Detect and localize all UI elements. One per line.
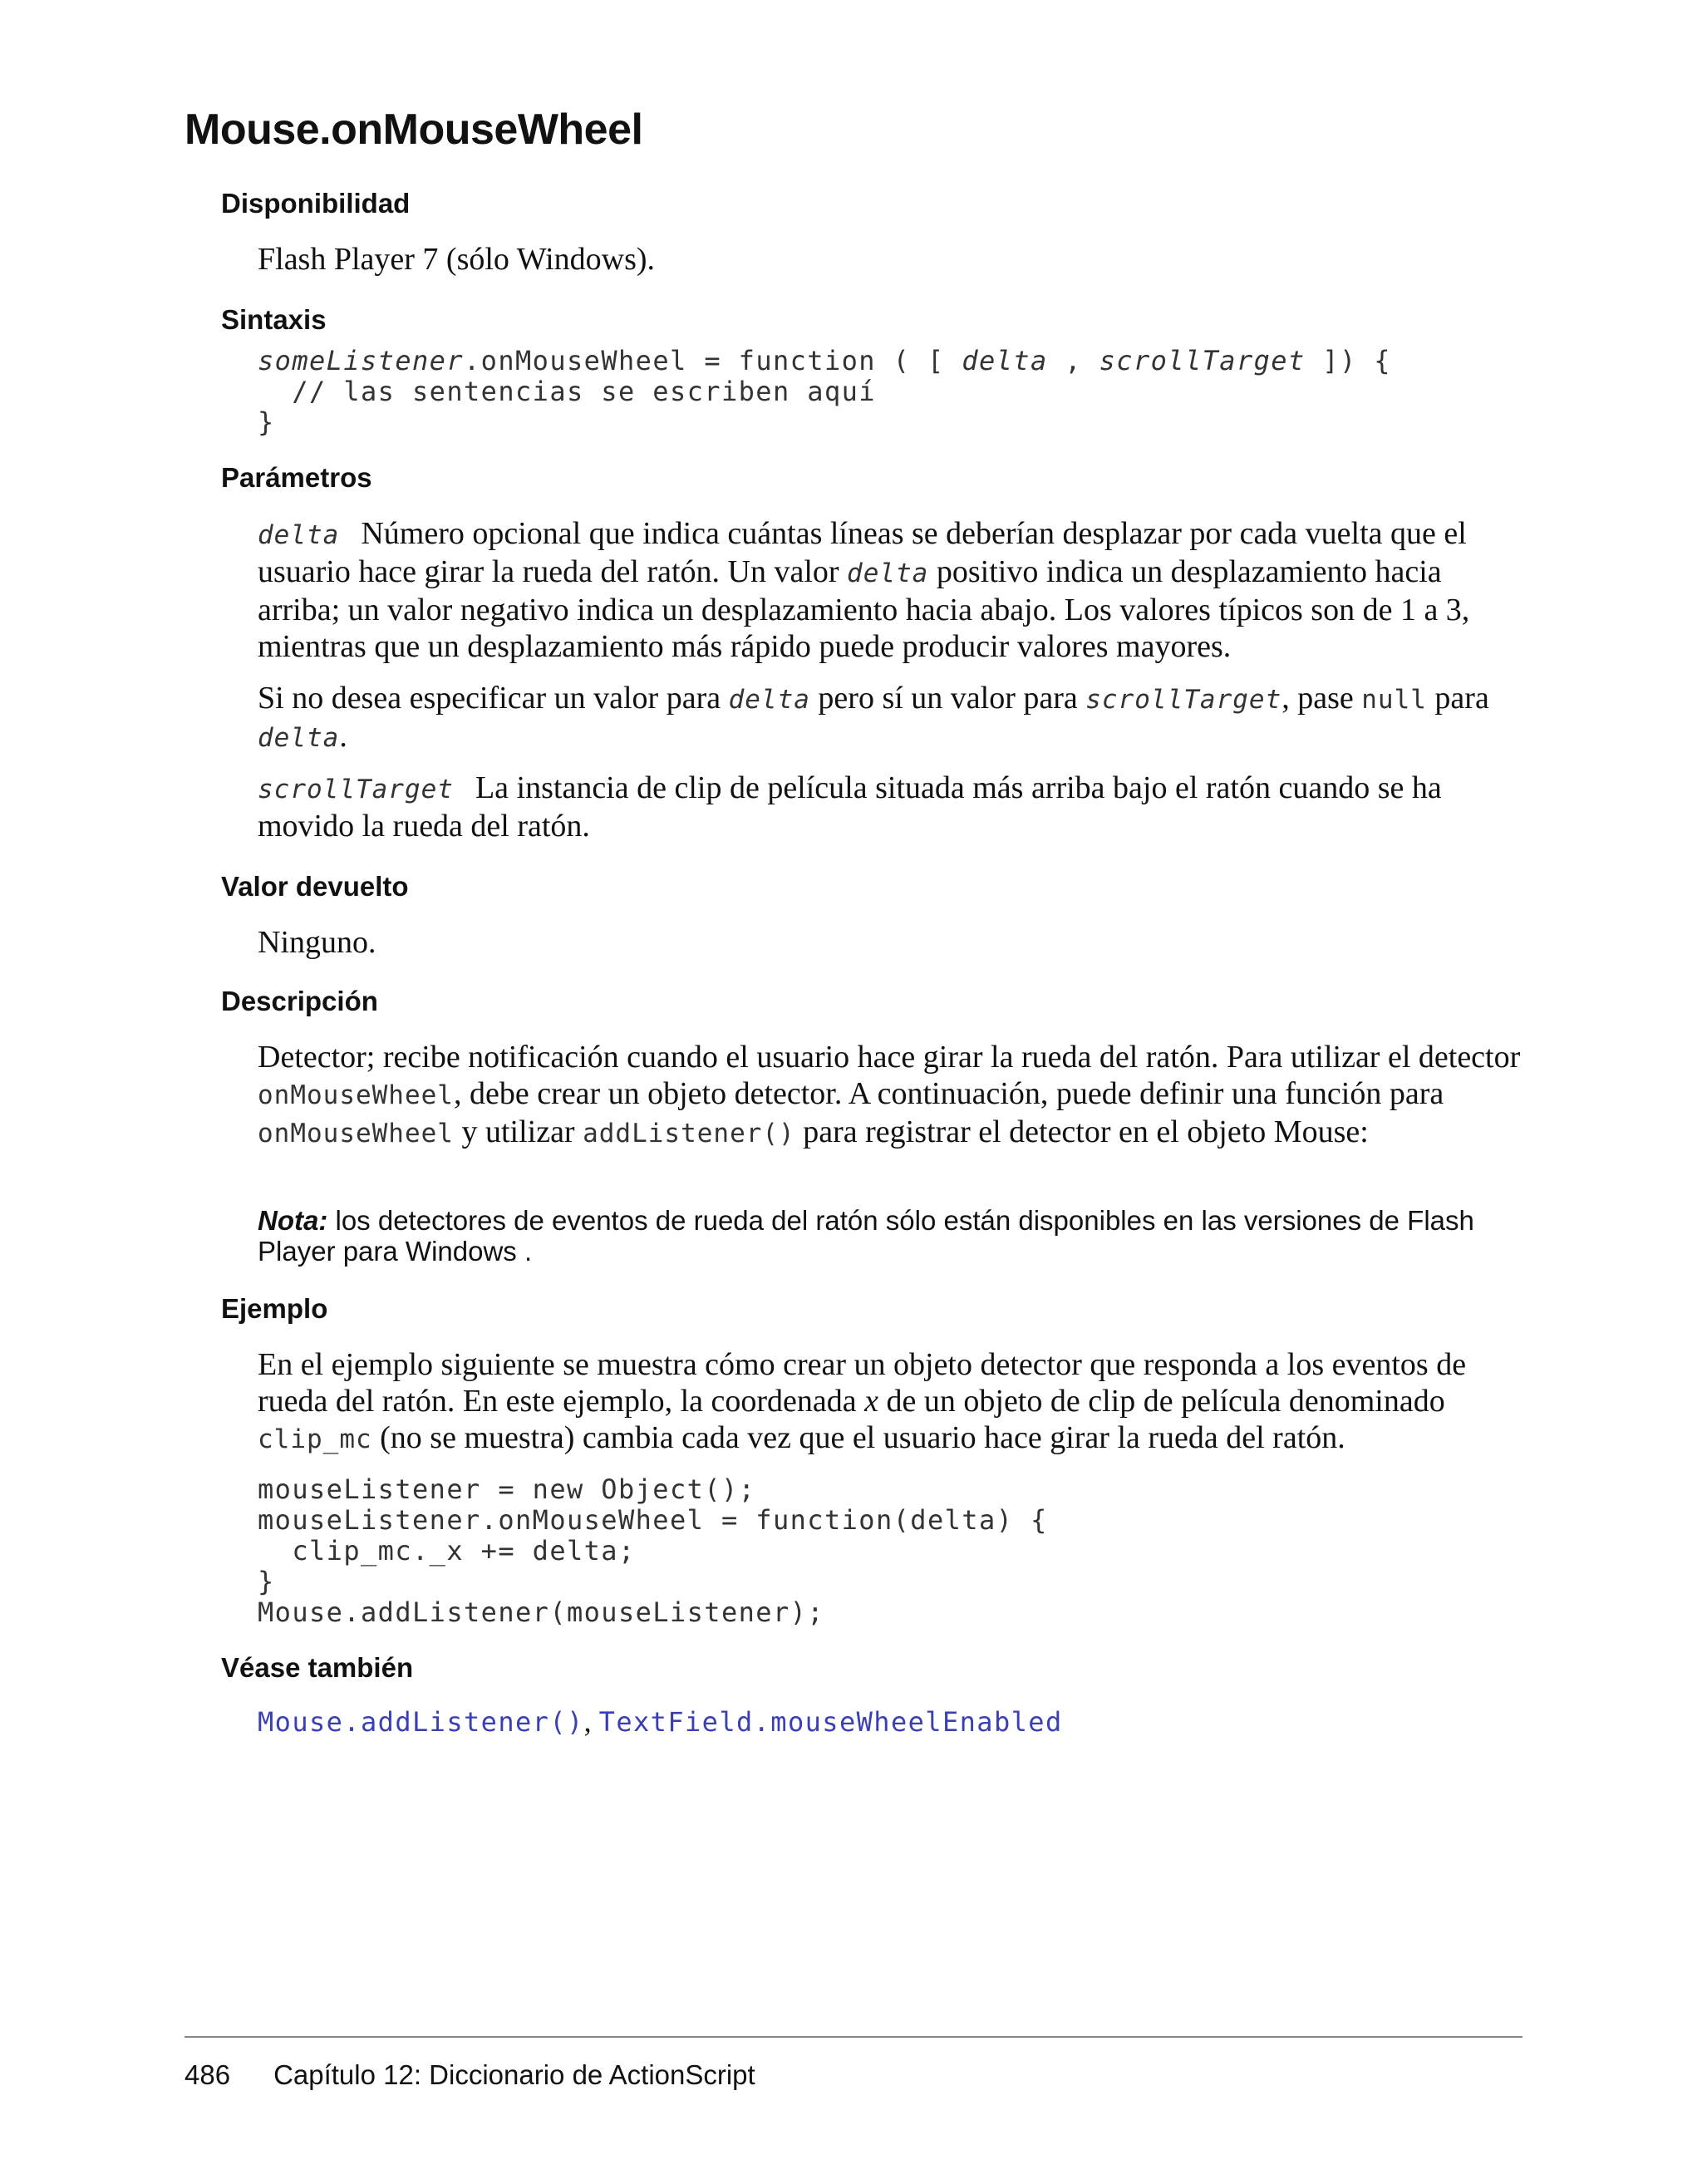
syntax-line1-c: ]) { xyxy=(1305,345,1391,376)
description-code-onmousewheel: onMouseWheel xyxy=(258,1080,454,1110)
param-delta-text-2: positivo indica un desplazamiento hacia arriba; un valor negativo indica un desplazamiento hacia abajo. Los valores típicos son de 1 a 3, mientras que un desplazamiento más rápido puede producir valores mayores. xyxy=(258,554,1470,664)
example-paragraph xyxy=(258,1346,1521,1458)
syntax-line2: // las sentencias se escriben aquí xyxy=(258,376,876,407)
example-heading: Ejemplo xyxy=(221,1293,328,1324)
description-text-2: , debe crear un objeto detector. A continuación, puede definir una función para xyxy=(453,1076,1444,1111)
syntax-heading: Sintaxis xyxy=(221,304,327,335)
param-delta-name: delta xyxy=(258,520,340,550)
syntax-object-name: someListener xyxy=(258,345,464,376)
syntax-line1-a: .onMouseWheel = function ( [ xyxy=(464,345,962,376)
syntax-line3: } xyxy=(258,406,275,438)
page-number: 486 xyxy=(184,2059,231,2090)
availability-heading: Disponibilidad xyxy=(221,188,411,219)
parameters-heading: Parámetros xyxy=(221,462,372,493)
param-scrolltarget-text: La instancia de clip de película situada más arriba bajo el ratón cuando se ha movido la rueda del ratón. xyxy=(258,770,1442,844)
param-delta-paragraph xyxy=(258,515,1521,665)
description-text-1: Detector; recibe notificación cuando el usuario hace girar la rueda del ratón. Para utilizar el detector xyxy=(258,1040,1521,1075)
param-delta-note-paragraph xyxy=(258,680,1521,756)
syntax-code-block xyxy=(258,346,1391,438)
page-footer xyxy=(184,2059,755,2091)
footer-divider xyxy=(184,2036,1522,2038)
example-text-1: En el ejemplo siguiente se muestra cómo crear un objeto detector que responda a los eventos de rueda del ratón. En este ejemplo, la coordenada xyxy=(258,1347,1467,1419)
param-delta-inline-code: delta xyxy=(847,558,929,588)
param-note-text-4: para xyxy=(1426,681,1489,716)
example-code-clip-mc: clip_mc xyxy=(258,1424,372,1454)
example-text-2: de un objeto de clip de película denominado xyxy=(878,1384,1445,1419)
example-x-variable: x xyxy=(864,1384,879,1419)
syntax-param-delta: delta xyxy=(962,345,1048,376)
see-also-separator: , xyxy=(583,1704,599,1738)
see-also-links xyxy=(258,1704,1063,1739)
param-scrolltarget-name: scrollTarget xyxy=(258,775,454,804)
param-note-text-3: , pase xyxy=(1281,681,1362,716)
param-note-text-5: . xyxy=(339,719,347,754)
param-delta-text-1: Número opcional que indica cuántas líneas se deberían desplazar por cada vuelta que el usuario hace girar la rueda del ratón. Un valor xyxy=(258,516,1467,589)
returns-heading: Valor devuelto xyxy=(221,871,409,902)
description-text-4: para registrar el detector en el objeto Mouse: xyxy=(794,1114,1369,1149)
page-title: Mouse.onMouseWheel xyxy=(184,106,643,154)
note-text: los detectores de eventos de rueda del ratón sólo están disponibles en las versiones de Flash Player para Windows . xyxy=(258,1205,1474,1267)
param-note-code-delta: delta xyxy=(728,685,810,715)
syntax-param-scrolltarget: scrollTarget xyxy=(1099,345,1306,376)
syntax-line1-b: , xyxy=(1047,345,1099,376)
example-code-block: mouseListener = new Object(); mouseListener.onMouseWheel = function(delta) { clip_mc._x += delta; } Mouse.addListener(mouseListener); xyxy=(258,1473,1048,1628)
description-code-onmousewheel-2: onMouseWheel xyxy=(258,1119,454,1149)
param-scrolltarget-paragraph xyxy=(258,770,1521,844)
link-mouse-addlistener[interactable]: Mouse.addListener() xyxy=(258,1706,584,1738)
param-note-code-delta-2: delta xyxy=(258,723,340,753)
description-code-addlistener: addListener() xyxy=(583,1119,795,1149)
param-note-code-scrolltarget: scrollTarget xyxy=(1085,685,1282,715)
param-note-text-1: Si no desea especificar un valor para xyxy=(258,681,729,716)
note-label: Nota: xyxy=(258,1205,328,1236)
description-heading: Descripción xyxy=(221,986,378,1016)
param-note-text-2: pero sí un valor para xyxy=(809,681,1086,716)
see-also-heading: Véase también xyxy=(221,1652,414,1683)
chapter-title: Capítulo 12: Diccionario de ActionScript xyxy=(273,2059,755,2090)
returns-text: Ninguno. xyxy=(258,925,376,960)
param-note-code-null: null xyxy=(1361,685,1427,715)
link-textfield-mousewheelenabled[interactable]: TextField.mouseWheelEnabled xyxy=(598,1706,1063,1738)
description-text-3: y utilizar xyxy=(453,1114,583,1149)
availability-text: Flash Player 7 (sólo Windows). xyxy=(258,242,656,277)
example-text-3: (no se muestra) cambia cada vez que el usuario hace girar la rueda del ratón. xyxy=(371,1420,1345,1455)
description-paragraph xyxy=(258,1039,1521,1152)
description-note xyxy=(258,1205,1521,1267)
